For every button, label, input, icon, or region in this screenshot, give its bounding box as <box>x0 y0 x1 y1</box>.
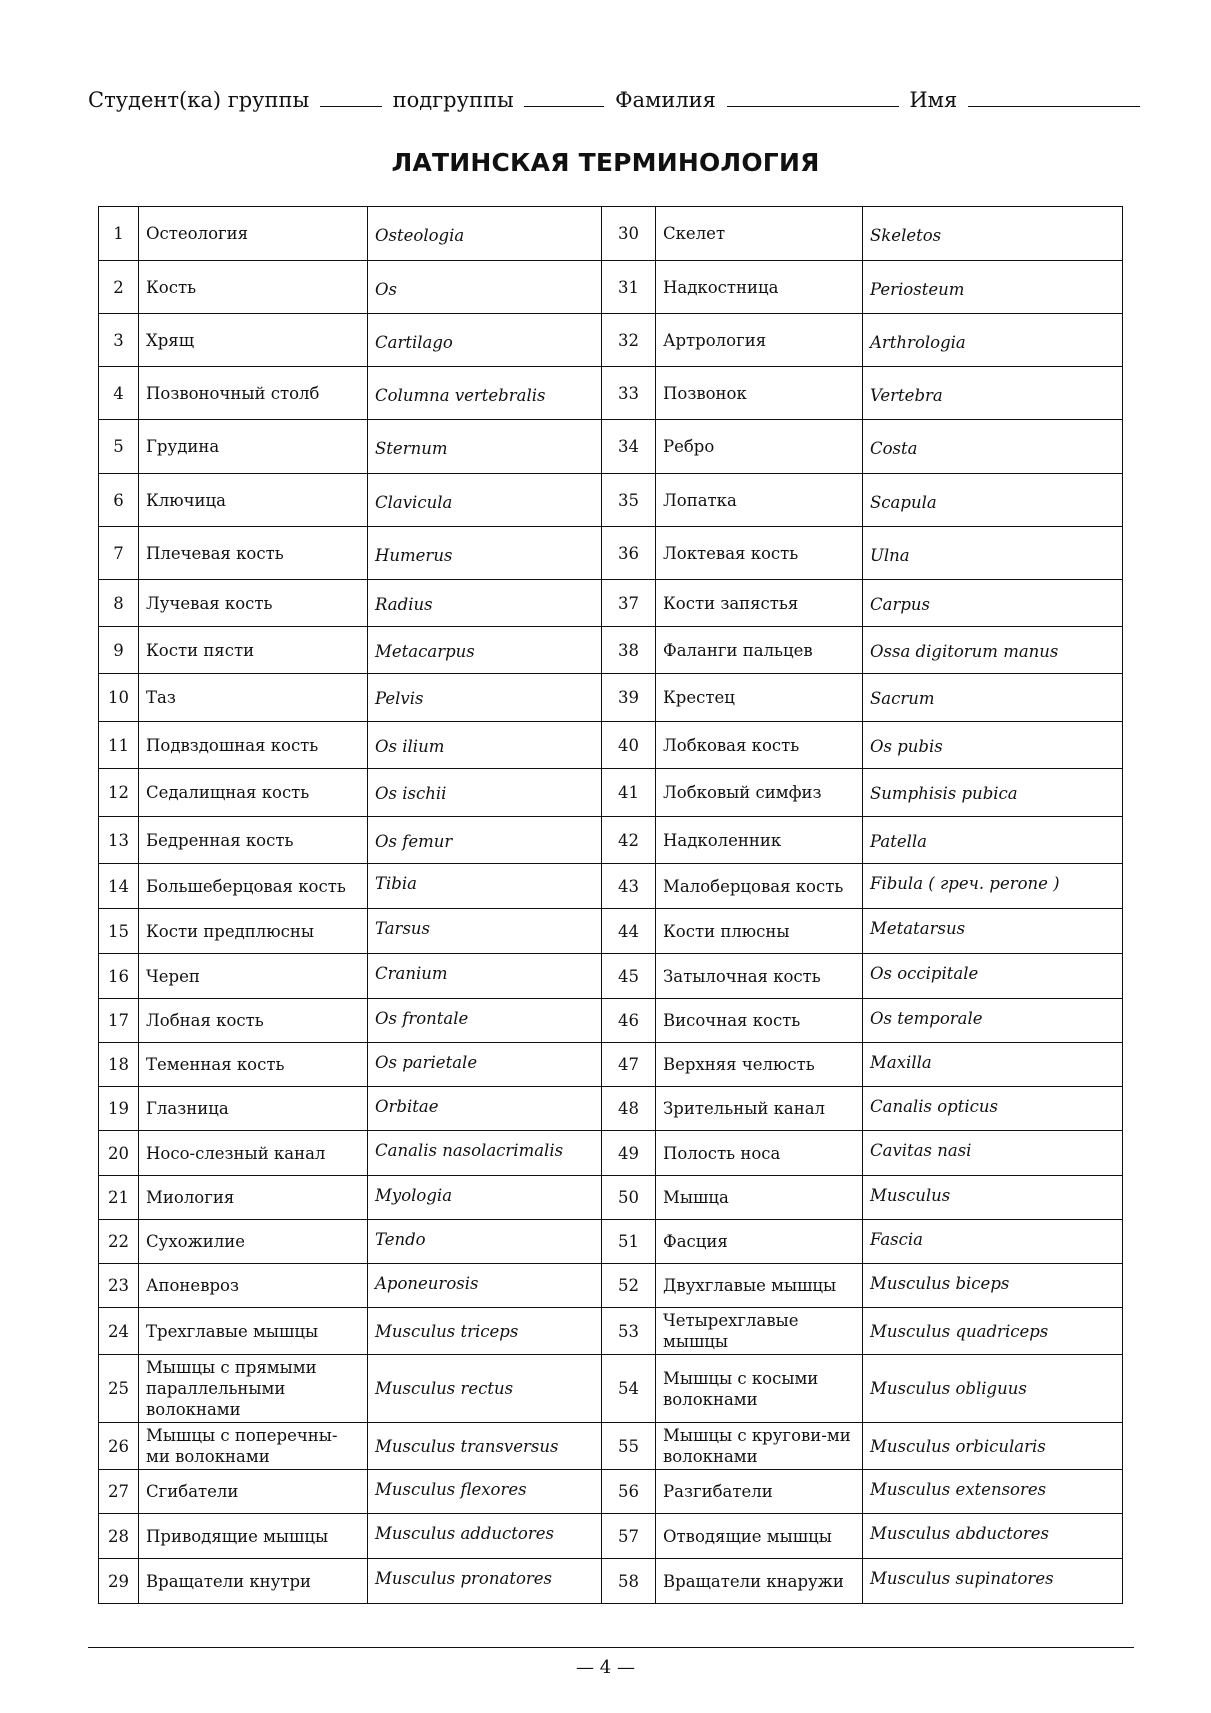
term-number: 9 <box>99 627 139 674</box>
table-row <box>99 909 1123 954</box>
term-latin: Sumphisis pubica <box>863 769 1123 817</box>
term-number: 37 <box>602 580 656 627</box>
table-row <box>99 207 1123 261</box>
term-latin: Carpus <box>863 580 1123 627</box>
table-row <box>99 722 1123 769</box>
term-russian: Мышцы с поперечны-ми волокнами <box>139 1423 368 1470</box>
term-latin: Os ilium <box>368 722 602 769</box>
term-russian: Вращатели кнутри <box>139 1559 368 1604</box>
term-number: 49 <box>602 1131 656 1176</box>
terminology-table-body <box>99 207 1123 1604</box>
term-number: 1 <box>99 207 139 261</box>
term-russian: Верхняя челюсть <box>656 1043 863 1087</box>
term-number: 18 <box>99 1043 139 1087</box>
term-russian: Мышцы с прямыми параллельными волокнами <box>139 1355 368 1423</box>
term-latin: Fibula ( греч. perone ) <box>863 864 1123 909</box>
term-russian: Трехглавые мышцы <box>139 1308 368 1355</box>
term-latin: Humerus <box>368 527 602 580</box>
table-row <box>99 1514 1123 1559</box>
table-row <box>99 864 1123 909</box>
footer-rule <box>88 1647 1134 1648</box>
term-number: 23 <box>99 1264 139 1308</box>
term-latin: Os occipitale <box>863 954 1123 999</box>
term-latin: Osteologia <box>368 207 602 261</box>
term-number: 31 <box>602 261 656 314</box>
term-russian: Разгибатели <box>656 1470 863 1514</box>
term-russian: Грудина <box>139 420 368 474</box>
student-info-line <box>88 82 1128 118</box>
table-row <box>99 527 1123 580</box>
table-row <box>99 474 1123 527</box>
term-latin: Musculus adductores <box>368 1514 602 1559</box>
term-latin: Musculus pronatores <box>368 1559 602 1604</box>
term-latin: Fascia <box>863 1220 1123 1264</box>
term-russian: Ключица <box>139 474 368 527</box>
term-latin: Musculus quadriceps <box>863 1308 1123 1355</box>
term-latin: Myologia <box>368 1176 602 1220</box>
table-row <box>99 367 1123 420</box>
term-russian: Височная кость <box>656 999 863 1043</box>
term-number: 22 <box>99 1220 139 1264</box>
term-number: 53 <box>602 1308 656 1355</box>
term-latin: Os femur <box>368 817 602 864</box>
term-latin: Tibia <box>368 864 602 909</box>
term-russian: Крестец <box>656 674 863 722</box>
term-russian: Приводящие мышцы <box>139 1514 368 1559</box>
term-latin: Os temporale <box>863 999 1123 1043</box>
term-latin: Metacarpus <box>368 627 602 674</box>
group-blank <box>320 105 382 107</box>
table-row <box>99 1423 1123 1470</box>
table-row <box>99 674 1123 722</box>
table-row <box>99 261 1123 314</box>
table-row <box>99 1470 1123 1514</box>
table-row <box>99 954 1123 999</box>
term-latin: Musculus <box>863 1176 1123 1220</box>
term-number: 51 <box>602 1220 656 1264</box>
term-number: 28 <box>99 1514 139 1559</box>
term-latin: Aponeurosis <box>368 1264 602 1308</box>
term-number: 45 <box>602 954 656 999</box>
term-number: 3 <box>99 314 139 367</box>
surname-label: Фамилия <box>615 88 716 112</box>
term-number: 13 <box>99 817 139 864</box>
term-russian: Апоневроз <box>139 1264 368 1308</box>
term-number: 7 <box>99 527 139 580</box>
name-blank <box>968 105 1140 107</box>
table-row <box>99 420 1123 474</box>
term-russian: Остеология <box>139 207 368 261</box>
term-number: 48 <box>602 1087 656 1131</box>
term-russian: Бедренная кость <box>139 817 368 864</box>
term-latin: Patella <box>863 817 1123 864</box>
term-latin: Musculus supinatores <box>863 1559 1123 1604</box>
table-row <box>99 580 1123 627</box>
term-russian: Лобковая кость <box>656 722 863 769</box>
term-number: 25 <box>99 1355 139 1423</box>
table-row <box>99 1308 1123 1355</box>
term-russian: Позвоночный столб <box>139 367 368 420</box>
term-russian: Зрительный канал <box>656 1087 863 1131</box>
term-russian: Мышца <box>656 1176 863 1220</box>
term-russian: Лучевая кость <box>139 580 368 627</box>
term-latin: Cavitas nasi <box>863 1131 1123 1176</box>
term-number: 12 <box>99 769 139 817</box>
term-number: 38 <box>602 627 656 674</box>
term-latin: Os pubis <box>863 722 1123 769</box>
term-russian: Скелет <box>656 207 863 261</box>
table-row <box>99 1131 1123 1176</box>
table-row <box>99 1043 1123 1087</box>
term-latin: Os <box>368 261 602 314</box>
term-russian: Глазница <box>139 1087 368 1131</box>
table-row <box>99 999 1123 1043</box>
term-number: 39 <box>602 674 656 722</box>
term-number: 44 <box>602 909 656 954</box>
term-russian: Надкостница <box>656 261 863 314</box>
term-number: 33 <box>602 367 656 420</box>
term-number: 16 <box>99 954 139 999</box>
term-latin: Clavicula <box>368 474 602 527</box>
table-row <box>99 1355 1123 1423</box>
term-latin: Musculus transversus <box>368 1423 602 1470</box>
term-latin: Sacrum <box>863 674 1123 722</box>
term-russian: Кость <box>139 261 368 314</box>
term-number: 40 <box>602 722 656 769</box>
term-number: 27 <box>99 1470 139 1514</box>
term-number: 19 <box>99 1087 139 1131</box>
term-russian: Миология <box>139 1176 368 1220</box>
term-russian: Ребро <box>656 420 863 474</box>
name-label: Имя <box>909 88 958 112</box>
term-russian: Затылочная кость <box>656 954 863 999</box>
subgroup-blank <box>524 105 604 107</box>
term-latin: Os ischii <box>368 769 602 817</box>
term-russian: Полость носа <box>656 1131 863 1176</box>
term-russian: Фасция <box>656 1220 863 1264</box>
term-russian: Фаланги пальцев <box>656 627 863 674</box>
term-latin: Musculus flexores <box>368 1470 602 1514</box>
term-number: 43 <box>602 864 656 909</box>
term-latin: Maxilla <box>863 1043 1123 1087</box>
term-number: 30 <box>602 207 656 261</box>
term-number: 5 <box>99 420 139 474</box>
subgroup-label: подгруппы <box>392 88 514 112</box>
term-russian: Лопатка <box>656 474 863 527</box>
table-row <box>99 627 1123 674</box>
term-russian: Мышцы с кругови-ми волокнами <box>656 1423 863 1470</box>
term-russian: Артрология <box>656 314 863 367</box>
table-row <box>99 1264 1123 1308</box>
term-latin: Musculus obliguus <box>863 1355 1123 1423</box>
term-number: 41 <box>602 769 656 817</box>
term-latin: Sternum <box>368 420 602 474</box>
term-number: 32 <box>602 314 656 367</box>
term-number: 36 <box>602 527 656 580</box>
term-number: 55 <box>602 1423 656 1470</box>
term-russian: Кости запястья <box>656 580 863 627</box>
term-russian: Сухожилие <box>139 1220 368 1264</box>
term-latin: Tendo <box>368 1220 602 1264</box>
term-russian: Подвздошная кость <box>139 722 368 769</box>
term-number: 6 <box>99 474 139 527</box>
term-number: 21 <box>99 1176 139 1220</box>
term-latin: Canalis nasolacrimalis <box>368 1131 602 1176</box>
term-latin: Ossa digitorum manus <box>863 627 1123 674</box>
table-row <box>99 314 1123 367</box>
table-row <box>99 817 1123 864</box>
term-number: 15 <box>99 909 139 954</box>
term-number: 29 <box>99 1559 139 1604</box>
term-russian: Таз <box>139 674 368 722</box>
term-latin: Metatarsus <box>863 909 1123 954</box>
term-russian: Кости плюсны <box>656 909 863 954</box>
term-latin: Skeletos <box>863 207 1123 261</box>
term-latin: Cranium <box>368 954 602 999</box>
term-latin: Costa <box>863 420 1123 474</box>
term-russian: Седалищная кость <box>139 769 368 817</box>
term-number: 26 <box>99 1423 139 1470</box>
term-latin: Musculus rectus <box>368 1355 602 1423</box>
term-number: 4 <box>99 367 139 420</box>
term-latin: Columna vertebralis <box>368 367 602 420</box>
surname-blank <box>727 105 899 107</box>
term-latin: Ulna <box>863 527 1123 580</box>
term-russian: Лобковый симфиз <box>656 769 863 817</box>
table-row <box>99 1176 1123 1220</box>
term-number: 58 <box>602 1559 656 1604</box>
page-number: — 4 — <box>576 1657 635 1678</box>
term-russian: Локтевая кость <box>656 527 863 580</box>
term-number: 57 <box>602 1514 656 1559</box>
term-number: 46 <box>602 999 656 1043</box>
term-russian: Сгибатели <box>139 1470 368 1514</box>
student-group-label: Студент(ка) группы <box>88 88 310 112</box>
term-latin: Canalis opticus <box>863 1087 1123 1131</box>
term-number: 8 <box>99 580 139 627</box>
term-russian: Мышцы с косыми волокнами <box>656 1355 863 1423</box>
terminology-table <box>98 206 1123 1604</box>
table-row <box>99 1087 1123 1131</box>
page-title: ЛАТИНСКАЯ ТЕРМИНОЛОГИЯ <box>391 148 820 177</box>
term-russian: Теменная кость <box>139 1043 368 1087</box>
term-latin: Musculus abductores <box>863 1514 1123 1559</box>
term-latin: Arthrologia <box>863 314 1123 367</box>
term-russian: Кости пясти <box>139 627 368 674</box>
term-number: 14 <box>99 864 139 909</box>
term-number: 2 <box>99 261 139 314</box>
term-latin: Musculus triceps <box>368 1308 602 1355</box>
term-latin: Orbitae <box>368 1087 602 1131</box>
term-russian: Малоберцовая кость <box>656 864 863 909</box>
term-number: 52 <box>602 1264 656 1308</box>
term-number: 11 <box>99 722 139 769</box>
term-number: 24 <box>99 1308 139 1355</box>
term-latin: Os parietale <box>368 1043 602 1087</box>
term-number: 56 <box>602 1470 656 1514</box>
table-row <box>99 769 1123 817</box>
term-latin: Tarsus <box>368 909 602 954</box>
term-latin: Musculus extensores <box>863 1470 1123 1514</box>
term-latin: Cartilago <box>368 314 602 367</box>
term-latin: Radius <box>368 580 602 627</box>
term-latin: Vertebra <box>863 367 1123 420</box>
term-latin: Periosteum <box>863 261 1123 314</box>
term-russian: Череп <box>139 954 368 999</box>
term-russian: Носо-слезный канал <box>139 1131 368 1176</box>
term-russian: Плечевая кость <box>139 527 368 580</box>
term-russian: Отводящие мышцы <box>656 1514 863 1559</box>
table-row <box>99 1559 1123 1604</box>
term-latin: Os frontale <box>368 999 602 1043</box>
term-latin: Pelvis <box>368 674 602 722</box>
term-number: 54 <box>602 1355 656 1423</box>
term-number: 47 <box>602 1043 656 1087</box>
term-latin: Musculus orbicularis <box>863 1423 1123 1470</box>
term-russian: Большеберцовая кость <box>139 864 368 909</box>
term-number: 50 <box>602 1176 656 1220</box>
term-russian: Двухглавые мышцы <box>656 1264 863 1308</box>
term-latin: Musculus biceps <box>863 1264 1123 1308</box>
term-russian: Лобная кость <box>139 999 368 1043</box>
term-number: 34 <box>602 420 656 474</box>
term-number: 10 <box>99 674 139 722</box>
term-number: 17 <box>99 999 139 1043</box>
term-russian: Позвонок <box>656 367 863 420</box>
term-latin: Scapula <box>863 474 1123 527</box>
term-number: 42 <box>602 817 656 864</box>
term-number: 35 <box>602 474 656 527</box>
table-row <box>99 1220 1123 1264</box>
term-number: 20 <box>99 1131 139 1176</box>
term-russian: Четырехглавые мышцы <box>656 1308 863 1355</box>
term-russian: Хрящ <box>139 314 368 367</box>
term-russian: Надколенник <box>656 817 863 864</box>
term-russian: Вращатели кнаружи <box>656 1559 863 1604</box>
term-russian: Кости предплюсны <box>139 909 368 954</box>
